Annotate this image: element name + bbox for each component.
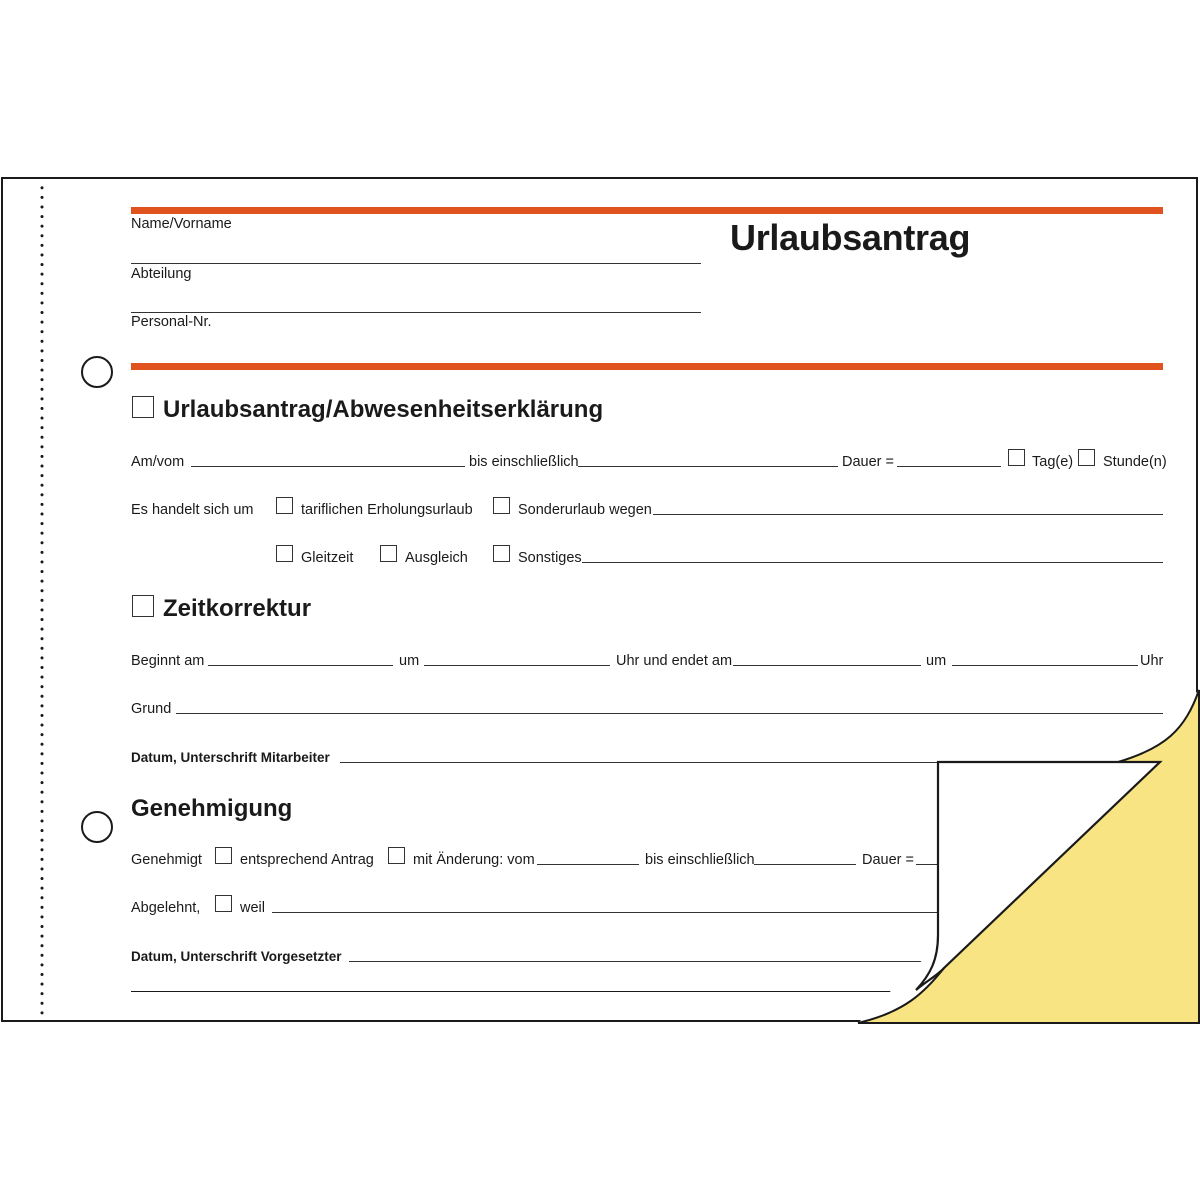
tariff-leave-label: tariflichen Erholungsurlaub (301, 502, 473, 518)
rejected-label: Abgelehnt, (131, 900, 201, 916)
supervisor-signature-label: Datum, Unterschrift Vorgesetzter (131, 949, 342, 964)
until-label: bis einschließlich (469, 454, 579, 470)
approval-until-label: bis einschließlich (645, 852, 755, 868)
with-change-label: mit Änderung: vom (413, 852, 535, 868)
reason-label: Grund (131, 701, 172, 717)
time-correction-heading: Zeitkorrektur (163, 595, 312, 622)
begins-label: Beginnt am (131, 653, 205, 669)
personnel-number-label: Personal-Nr. (131, 314, 212, 330)
approved-label: Genehmigt (131, 852, 202, 868)
approval-duration-label: Dauer = (862, 852, 914, 868)
employee-signature-label: Datum, Unterschrift Mitarbeiter (131, 750, 330, 765)
duration-label: Dauer = (842, 454, 894, 470)
as-requested-label: entsprechend Antrag (240, 852, 374, 868)
end-at-label: um (926, 653, 947, 669)
other-label: Sonstiges (518, 550, 582, 566)
oclock-label: Uhr (1140, 653, 1164, 669)
department-label: Abteilung (131, 266, 192, 282)
name-label: Name/Vorname (131, 216, 232, 232)
compensation-label: Ausgleich (405, 550, 468, 566)
days-label: Tag(e) (1032, 454, 1074, 470)
type-label: Es handelt sich um (131, 502, 254, 518)
special-leave-label: Sonderurlaub wegen (518, 502, 652, 518)
approval-heading: Genehmigung (131, 795, 293, 822)
hours-label: Stunde(n) (1103, 454, 1167, 470)
because-label: weil (240, 900, 265, 916)
begin-at-label: um (399, 653, 420, 669)
flextime-label: Gleitzeit (301, 550, 354, 566)
ends-label: Uhr und endet am (616, 653, 733, 669)
vacation-request-heading: Urlaubsantrag/Abwesenheitserklärung (163, 396, 604, 423)
from-label: Am/vom (131, 454, 185, 470)
form-title: Urlaubsantrag (730, 217, 971, 258)
